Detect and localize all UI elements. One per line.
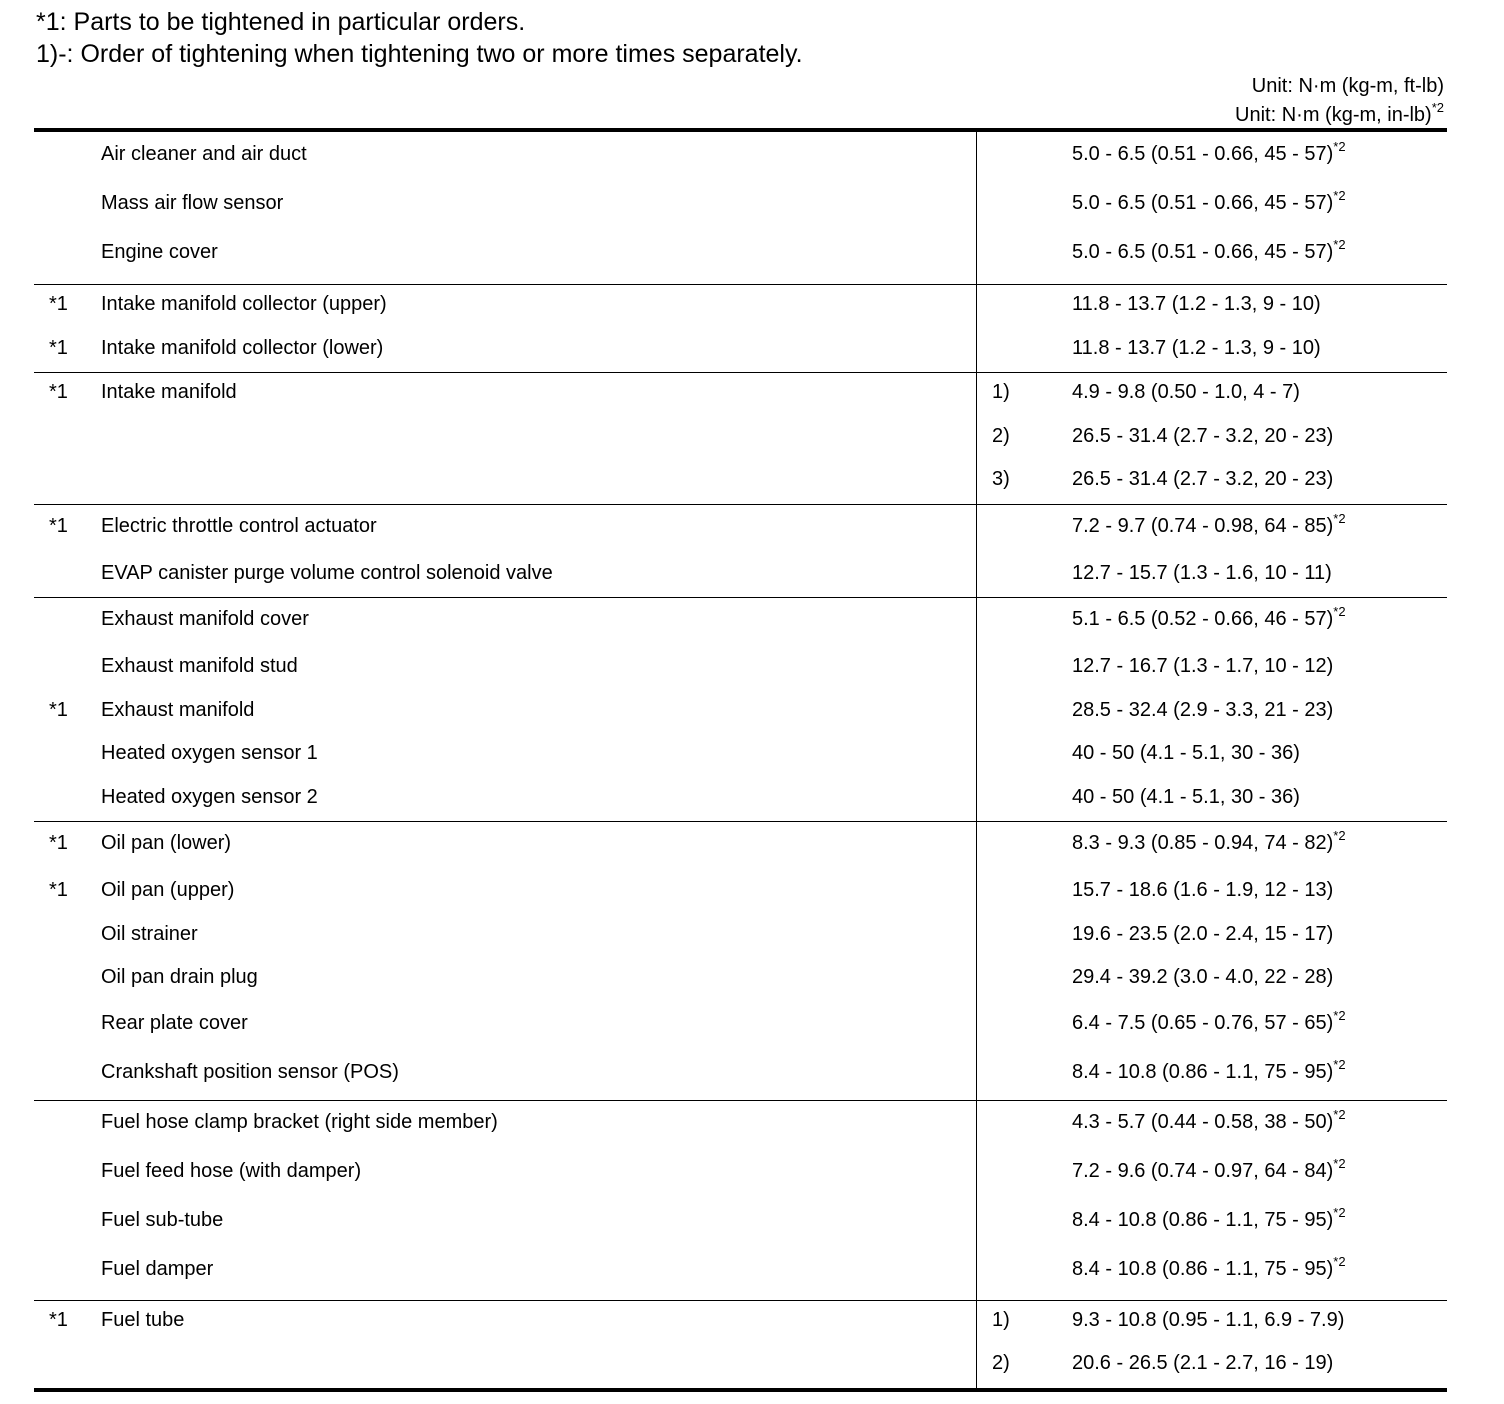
torque-value: [1072, 604, 1346, 631]
table-row: [34, 1051, 1447, 1100]
part-name: Exhaust manifold stud: [101, 655, 298, 677]
table-row: [34, 133, 1447, 182]
table-row: [34, 505, 1447, 554]
torque-value: [1072, 293, 1321, 316]
part-name: Intake manifold collector (lower): [101, 336, 384, 359]
torque-value-text: 4.3 - 5.7 (0.44 - 0.58, 38 - 50): [1072, 1110, 1334, 1133]
torque-value: [1072, 1253, 1346, 1281]
part-name: Exhaust manifold: [101, 698, 255, 721]
torque-value-text: 5.0 - 6.5 (0.51 - 0.66, 45 - 57): [1072, 241, 1334, 263]
unit-line-in-lb: [1235, 101, 1444, 130]
torque-value-text: 5.1 - 6.5 (0.52 - 0.66, 46 - 57): [1072, 608, 1334, 630]
part-name: Fuel tube: [101, 1308, 185, 1331]
part-name: EVAP canister purge volume control solenoid valve: [101, 561, 553, 584]
table-row: [34, 1002, 1447, 1051]
part-name: Heated oxygen sensor 2: [101, 785, 318, 808]
torque-value-text: 28.5 - 32.4 (2.9 - 3.3, 21 - 23): [1072, 698, 1334, 721]
part-name: Crankshaft position sensor (POS): [101, 1060, 399, 1083]
unit-footnote-mark: *2: [1431, 100, 1444, 115]
table-group: [34, 821, 1447, 1100]
torque-value-text: 11.8 - 13.7 (1.2 - 1.3, 9 - 10): [1072, 293, 1321, 315]
unit-footnote-mark: *2: [1333, 1056, 1346, 1072]
table-group: [34, 284, 1447, 372]
table-group: [34, 1100, 1447, 1300]
torque-value-text: 8.4 - 10.8 (0.86 - 1.1, 75 - 95): [1072, 1208, 1334, 1231]
torque-value-text: 19.6 - 23.5 (2.0 - 2.4, 15 - 17): [1072, 922, 1334, 945]
torque-value-text: 6.4 - 7.5 (0.65 - 0.76, 57 - 65): [1072, 1011, 1334, 1034]
unit-footnote-mark: *2: [1333, 1106, 1346, 1122]
torque-value: [1072, 966, 1333, 989]
part-name: Intake manifold: [101, 381, 237, 403]
torque-value-text: 26.5 - 31.4 (2.7 - 3.2, 20 - 23): [1072, 468, 1334, 490]
torque-value-text: 12.7 - 16.7 (1.3 - 1.7, 10 - 12): [1072, 655, 1334, 677]
table-group: [34, 504, 1447, 598]
order-mark: *1: [49, 381, 68, 403]
torque-value: [1072, 1007, 1346, 1035]
tightening-step: 2): [992, 424, 1010, 447]
table-row: [34, 231, 1447, 280]
unit-footnote-mark: *2: [1333, 1007, 1346, 1023]
torque-value-text: 40 - 50 (4.1 - 5.1, 30 - 36): [1072, 742, 1300, 764]
torque-table: [34, 128, 1447, 1392]
table-row: [34, 285, 1447, 329]
table-row: [34, 554, 1447, 598]
torque-value: [1072, 468, 1333, 491]
table-group: [34, 597, 1447, 821]
table-row: [34, 329, 1447, 373]
unit-footnote-mark: *2: [1333, 139, 1346, 154]
torque-value: [1072, 425, 1333, 448]
table-row: [34, 1199, 1447, 1248]
torque-value-text: 5.0 - 6.5 (0.51 - 0.66, 45 - 57): [1072, 192, 1334, 214]
table-row: [34, 871, 1447, 915]
unit-line-ft-lb: Unit: N·m (kg-m, ft-lb): [1251, 75, 1444, 97]
torque-value: [1072, 879, 1333, 902]
table-row: [34, 1150, 1447, 1199]
table-row: [34, 1248, 1447, 1297]
order-mark: *1: [49, 514, 68, 537]
unit-footnote-mark: *2: [1333, 604, 1346, 619]
table-row: [34, 373, 1447, 417]
unit-footnote-mark: *2: [1333, 1253, 1346, 1269]
part-name: Electric throttle control actuator: [101, 514, 377, 537]
torque-value: [1072, 562, 1332, 585]
table-group: [34, 372, 1447, 504]
order-mark: *1: [49, 336, 68, 359]
table-row: [34, 691, 1447, 735]
table-row: [34, 778, 1447, 822]
torque-value: [1072, 655, 1333, 678]
tightening-step: 1): [992, 381, 1010, 403]
torque-value: [1072, 1056, 1346, 1084]
torque-value-text: 15.7 - 18.6 (1.6 - 1.9, 12 - 13): [1072, 879, 1334, 901]
torque-value-text: 12.7 - 15.7 (1.3 - 1.6, 10 - 11): [1072, 561, 1332, 584]
table-row: [34, 822, 1447, 871]
part-name: Oil pan (upper): [101, 879, 235, 901]
torque-value: [1072, 1204, 1346, 1232]
unit-line-in-lb-text: Unit: N·m (kg-m, in-lb): [1235, 104, 1432, 126]
torque-value: [1072, 1309, 1344, 1332]
note-tightening-order: *1: Parts to be tightened in particular orders.: [36, 8, 526, 36]
table-row: [34, 734, 1447, 778]
part-name: Fuel feed hose (with damper): [101, 1159, 362, 1182]
torque-value: [1072, 1106, 1346, 1134]
torque-value-text: 26.5 - 31.4 (2.7 - 3.2, 20 - 23): [1072, 424, 1334, 447]
unit-footnote-mark: *2: [1333, 188, 1346, 203]
unit-footnote-mark: *2: [1333, 828, 1346, 843]
part-name: Engine cover: [101, 241, 218, 263]
part-name: Intake manifold collector (upper): [101, 293, 387, 315]
tightening-step: 1): [992, 1308, 1010, 1331]
unit-footnote-mark: *2: [1333, 1155, 1346, 1171]
table-row: [34, 915, 1447, 959]
torque-value-text: 8.4 - 10.8 (0.86 - 1.1, 75 - 95): [1072, 1257, 1334, 1280]
torque-value: [1072, 381, 1300, 404]
table-row: [34, 1101, 1447, 1150]
torque-value: [1072, 923, 1333, 946]
order-mark: *1: [49, 832, 68, 854]
table-group: [34, 132, 1447, 284]
order-mark: *1: [49, 1308, 68, 1331]
unit-footnote-mark: *2: [1333, 510, 1346, 526]
part-name: Exhaust manifold cover: [101, 608, 309, 630]
torque-value: [1072, 139, 1346, 166]
part-name: Oil pan (lower): [101, 832, 232, 854]
torque-value: [1072, 188, 1346, 215]
table-row: [34, 460, 1447, 504]
table-row: [34, 182, 1447, 231]
order-mark: *1: [49, 698, 68, 721]
unit-legend: [1235, 72, 1444, 130]
part-name: Fuel sub-tube: [101, 1208, 224, 1231]
torque-value: [1072, 237, 1346, 264]
tightening-step: 3): [992, 468, 1010, 490]
part-name: Mass air flow sensor: [101, 192, 284, 214]
torque-value-text: 7.2 - 9.7 (0.74 - 0.98, 64 - 85): [1072, 514, 1334, 537]
torque-value-text: 9.3 - 10.8 (0.95 - 1.1, 6.9 - 7.9): [1072, 1308, 1345, 1331]
torque-value-text: 40 - 50 (4.1 - 5.1, 30 - 36): [1072, 785, 1300, 808]
order-mark: *1: [49, 879, 68, 901]
table-row: [34, 417, 1447, 461]
torque-value: [1072, 828, 1346, 855]
part-name: Oil pan drain plug: [101, 966, 258, 988]
torque-value-text: 8.3 - 9.3 (0.85 - 0.94, 74 - 82): [1072, 832, 1334, 854]
torque-value-text: 11.8 - 13.7 (1.2 - 1.3, 9 - 10): [1072, 336, 1321, 359]
torque-value-text: 29.4 - 39.2 (3.0 - 4.0, 22 - 28): [1072, 966, 1334, 988]
unit-footnote-mark: *2: [1333, 1204, 1346, 1220]
unit-footnote-mark: *2: [1333, 237, 1346, 252]
tightening-step: 2): [992, 1352, 1010, 1374]
table-row: [34, 598, 1447, 647]
table-row: [34, 1344, 1447, 1388]
table-group: [34, 1300, 1447, 1388]
table-row: [34, 647, 1447, 691]
torque-value: [1072, 1352, 1333, 1375]
torque-value: [1072, 786, 1300, 809]
torque-value-text: 20.6 - 26.5 (2.1 - 2.7, 16 - 19): [1072, 1352, 1334, 1374]
torque-value: [1072, 510, 1346, 538]
torque-value: [1072, 1155, 1346, 1183]
notes-block: [36, 6, 1136, 70]
part-name: Oil strainer: [101, 922, 198, 945]
part-name: Heated oxygen sensor 1: [101, 742, 318, 764]
order-mark: *1: [49, 293, 68, 315]
torque-value-text: 4.9 - 9.8 (0.50 - 1.0, 4 - 7): [1072, 381, 1300, 403]
part-name: Fuel hose clamp bracket (right side member): [101, 1110, 498, 1133]
torque-value-text: 8.4 - 10.8 (0.86 - 1.1, 75 - 95): [1072, 1060, 1334, 1083]
note-tightening-sequence: 1)-: Order of tightening when tightening two or more times separately.: [36, 40, 803, 68]
part-name: Air cleaner and air duct: [101, 143, 307, 165]
torque-value: [1072, 699, 1333, 722]
torque-value: [1072, 337, 1321, 360]
torque-value-text: 5.0 - 6.5 (0.51 - 0.66, 45 - 57): [1072, 143, 1334, 165]
torque-value-text: 7.2 - 9.6 (0.74 - 0.97, 64 - 84): [1072, 1159, 1334, 1182]
part-name: Fuel damper: [101, 1257, 214, 1280]
part-name: Rear plate cover: [101, 1011, 248, 1034]
table-row: [34, 1301, 1447, 1345]
table-row: [34, 958, 1447, 1002]
torque-value: [1072, 742, 1300, 765]
